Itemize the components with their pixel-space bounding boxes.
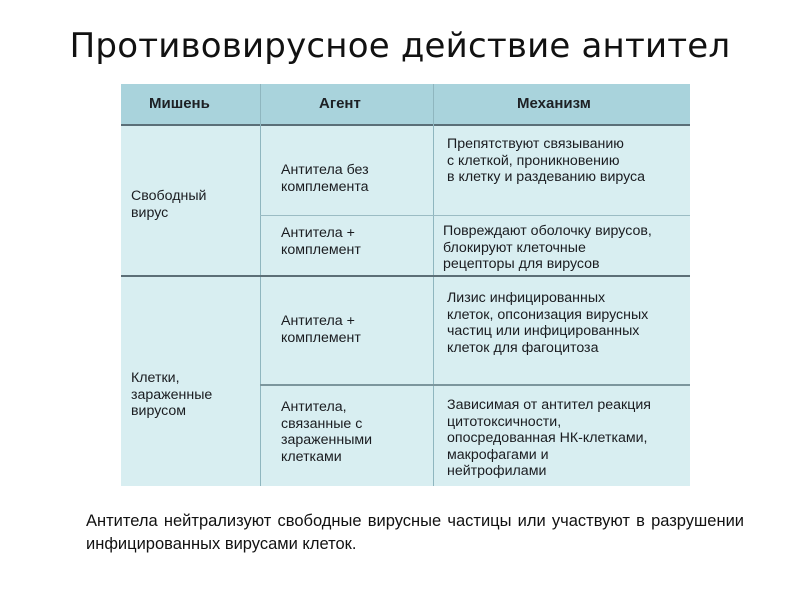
column-divider xyxy=(433,84,434,486)
agent-cell: Антитела без комплемента xyxy=(281,162,369,195)
table-header-row xyxy=(121,84,690,126)
row-divider xyxy=(260,384,690,386)
antibody-action-table xyxy=(121,84,690,486)
header-target: Мишень xyxy=(149,95,210,112)
header-mechanism: Механизм xyxy=(517,95,591,112)
column-divider xyxy=(260,84,261,486)
mechanism-cell: Лизис инфицированных клеток, опсонизация вирусных частиц или инфицированных клеток для фагоцитоза xyxy=(447,290,649,356)
header-agent: Агент xyxy=(319,95,361,112)
target-free-virus: Свободный вирус xyxy=(131,188,207,221)
mechanism-cell: Повреждают оболочку вирусов, блокируют клеточные рецепторы для вирусов xyxy=(443,223,652,273)
target-infected-cells: Клетки, зараженные вирусом xyxy=(131,370,213,420)
caption-text: Антитела нейтрализуют свободные вирусные частицы или участвуют в разрушении инфицированных вирусами клеток. xyxy=(86,512,744,553)
mechanism-cell: Зависимая от антител реакция цитотоксичности, опосредованная НК-клетками, макрофагами и нейтрофилами xyxy=(447,397,651,480)
row-divider xyxy=(260,215,690,216)
slide-title: Противовирусное действие антител xyxy=(69,26,731,66)
agent-cell: Антитела + комплемент xyxy=(281,313,361,346)
group-divider xyxy=(121,275,690,277)
agent-cell: Антитела, связанные с зараженными клетками xyxy=(281,399,373,465)
mechanism-cell: Препятствуют связыванию с клеткой, проникновению в клетку и раздеванию вируса xyxy=(447,136,646,186)
agent-cell: Антитела + комплемент xyxy=(281,225,361,258)
